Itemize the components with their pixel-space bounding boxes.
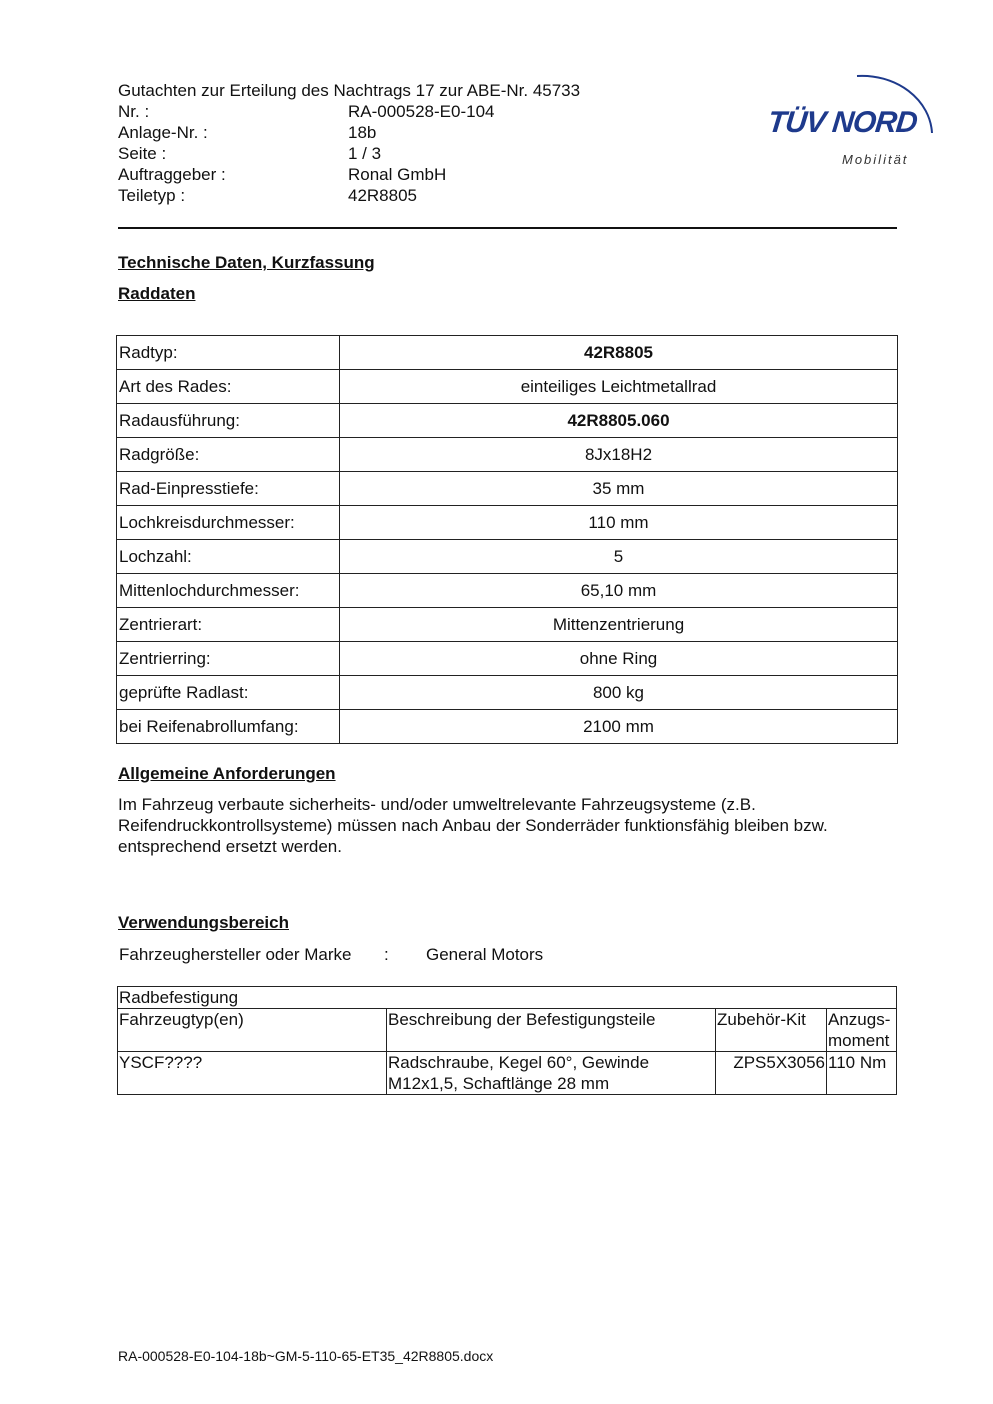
row-label: Art des Rades: [117, 370, 340, 404]
table-cell: Radschraube, Kegel 60°, Gewinde M12x1,5, Schaftlänge 28 mm [387, 1052, 716, 1095]
table-row [117, 710, 898, 744]
meta-value: 42R8805 [348, 186, 418, 205]
meta-row-anlage [118, 122, 538, 143]
document-title: Gutachten zur Erteilung des Nachtrags 17 zur ABE-Nr. 45733 [118, 81, 581, 100]
row-value: 42R8805 [340, 336, 898, 370]
row-label: Radgröße: [117, 438, 340, 472]
fastening-table [117, 986, 897, 1095]
table-row [117, 472, 898, 506]
meta-row-auftraggeber [118, 164, 538, 185]
meta-row-nr [118, 101, 538, 122]
table-row [117, 404, 898, 438]
table-row [117, 506, 898, 540]
wheel-data-table [116, 335, 898, 744]
meta-value: 1 / 3 [348, 144, 382, 163]
row-label: geprüfte Radlast: [117, 676, 340, 710]
meta-key: Anlage-Nr. : [118, 123, 208, 142]
meta-key: Auftraggeber : [118, 165, 226, 184]
wheel-heading: Raddaten [118, 284, 196, 303]
row-value: 35 mm [340, 472, 898, 506]
row-label: Lochzahl: [117, 540, 340, 574]
table-row [117, 438, 898, 472]
column-header: Zubehör-Kit [716, 1009, 827, 1052]
row-label: Radausführung: [117, 404, 340, 438]
table-title-row [118, 987, 897, 1009]
table-row [117, 676, 898, 710]
meta-row-teiletyp [118, 185, 538, 206]
row-value: 5 [340, 540, 898, 574]
column-header: Fahrzeugtyp(en) [118, 1009, 387, 1052]
row-label: Radtyp: [117, 336, 340, 370]
row-value: 800 kg [340, 676, 898, 710]
table-row [117, 642, 898, 676]
column-header: Anzugs-moment [827, 1009, 897, 1052]
row-value: 2100 mm [340, 710, 898, 744]
meta-row-seite [118, 143, 538, 164]
general-paragraph: Im Fahrzeug verbaute sicherheits- und/oder umweltrelevante Fahrzeugsysteme (z.B. Reifendruckkontrollsysteme) müssen nach Anbau der Sonderräder funktionsfähig bleiben bzw. entsprechend ersetzt werden. [118, 795, 828, 856]
row-value: Mittenzentrierung [340, 608, 898, 642]
meta-key: Seite : [118, 144, 167, 163]
table-cell: 110 Nm [827, 1052, 897, 1095]
meta-key: Nr. : [118, 102, 150, 121]
row-value: 65,10 mm [340, 574, 898, 608]
tech-heading: Technische Daten, Kurzfassung [118, 253, 375, 272]
row-label: bei Reifenabrollumfang: [117, 710, 340, 744]
table-row [118, 1052, 897, 1095]
meta-value: 18b [348, 123, 377, 142]
maker-value: General Motors [426, 945, 544, 964]
meta-value: RA-000528-E0-104 [348, 102, 495, 121]
usage-heading: Verwendungsbereich [118, 913, 289, 932]
table-row [117, 608, 898, 642]
table-row [117, 574, 898, 608]
table-header-row [118, 1009, 897, 1052]
table-row [117, 370, 898, 404]
row-value: 8Jx18H2 [340, 438, 898, 472]
row-value: ohne Ring [340, 642, 898, 676]
meta-key: Teiletyp : [118, 186, 186, 205]
header-divider [118, 227, 897, 229]
row-label: Rad-Einpresstiefe: [117, 472, 340, 506]
maker-label: Fahrzeughersteller oder Marke [119, 945, 352, 964]
general-heading: Allgemeine Anforderungen [118, 764, 336, 783]
meta-value: Ronal GmbH [348, 165, 447, 184]
row-label: Mittenlochdurchmesser: [117, 574, 340, 608]
maker-separator: : [384, 945, 389, 964]
row-label: Zentrierart: [117, 608, 340, 642]
row-value: 42R8805.060 [340, 404, 898, 438]
table-cell: ZPS5X3056 [716, 1052, 827, 1095]
footer-filename: RA-000528-E0-104-18b~GM-5-110-65-ET35_42R8805.docx [118, 1348, 494, 1364]
header-meta [118, 101, 538, 206]
row-label: Lochkreisdurchmesser: [117, 506, 340, 540]
table-row [117, 540, 898, 574]
row-value: 110 mm [340, 506, 898, 540]
table-title: Radbefestigung [118, 987, 897, 1009]
row-label: Zentrierring: [117, 642, 340, 676]
tuv-nord-logo [762, 58, 942, 170]
table-row [117, 336, 898, 370]
row-value: einteiliges Leichtmetallrad [340, 370, 898, 404]
column-header: Beschreibung der Befestigungsteile [387, 1009, 716, 1052]
table-cell: YSCF???? [118, 1052, 387, 1095]
logo-wordmark: TÜV NORD [766, 106, 919, 139]
logo-subtitle: Mobilität [842, 152, 909, 167]
